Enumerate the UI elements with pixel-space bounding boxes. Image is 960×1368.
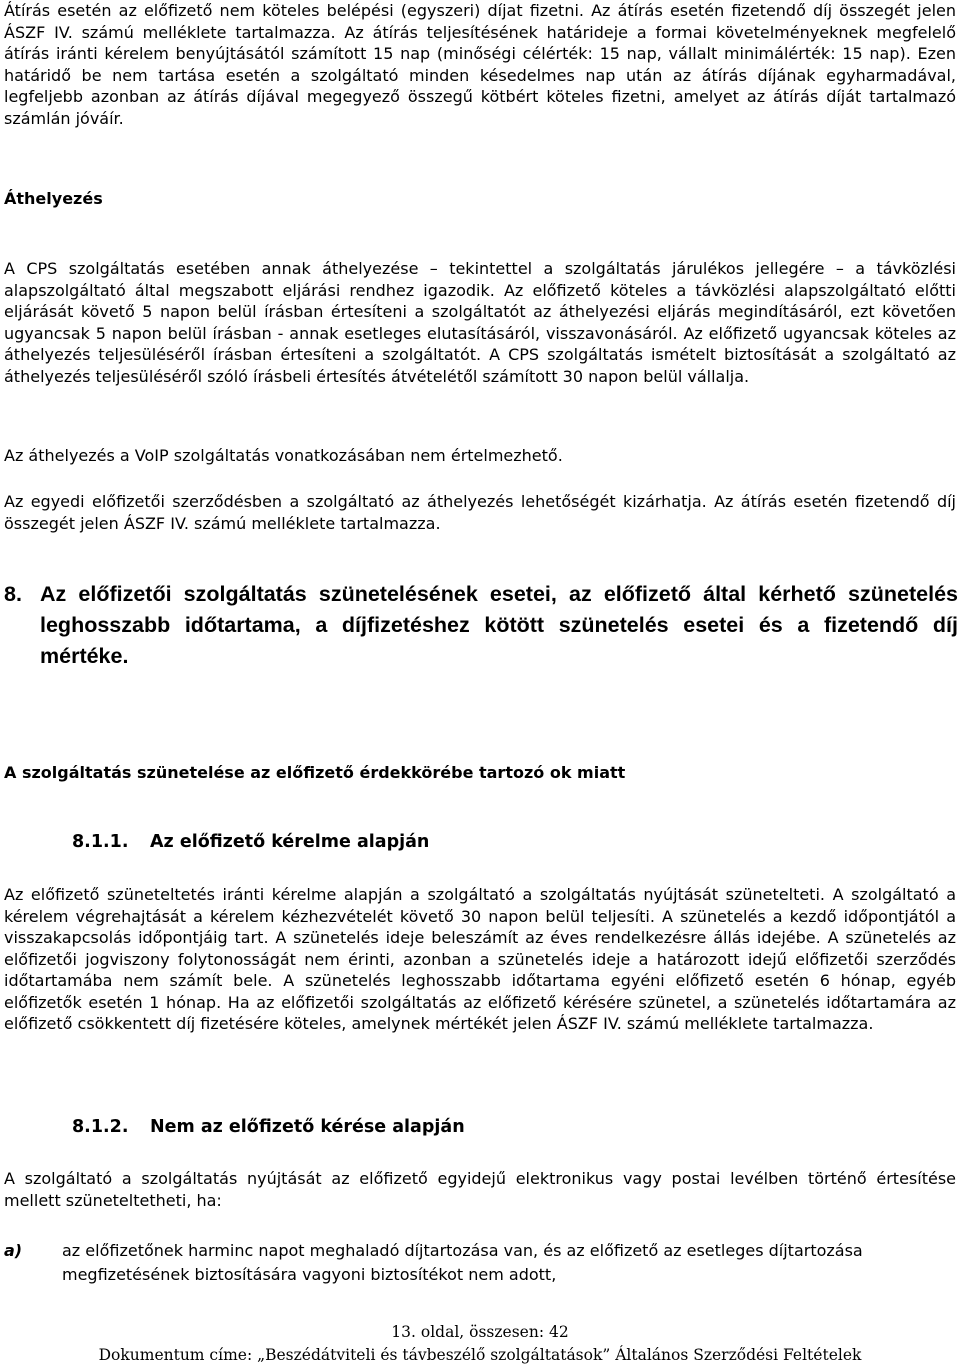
section-8-number: 8. — [4, 582, 22, 606]
heading-athelyezes: Áthelyezés — [4, 189, 103, 208]
section-8-1-1-heading — [72, 831, 429, 853]
subheading-erdekkor: A szolgáltatás szünetelése az előfizető érdekkörébe tartozó ok miatt — [4, 763, 626, 782]
footer-page-number: 13. oldal, összesen: 42 — [391, 1323, 569, 1341]
paragraph-cps: A CPS szolgáltatás esetében annak áthelyezése – tekintettel a szolgáltatás járulékos jellegére – a távközlési alapszolgáltató által megszabott eljárási rendhez igazodik. Az előfizető köteles a távközlési alapszolgáltató előtti eljárását követő 5 napon belül írásban értesíteni a szolgáltatót az áthelyezési eljárás megindításáról, ezt követően ugyancsak 5 napon belül írásban - annak esetleges elutasításáról, visszavonásáról. Az előfizető ugyancsak köteles az áthelyezés teljesüléséről írásban értesíteni a szolgáltatót. A CPS szolgáltatás ismételt biztosítását a szolgáltató az áthelyezés teljesüléséről szóló írásbeli értesítés átvételétől számított 30 napon belül vállalja. — [4, 259, 956, 386]
paragraph-voip: Az áthelyezés a VoIP szolgáltatás vonatkozásában nem értelmezhető. — [4, 446, 563, 465]
section-8-title: Az előfizetői szolgáltatás szünetelésének esetei, az előfizető által kérhető szünetelés leghosszabb időtartama, a díjfizetéshez kötött szünetelés esetei és a fizetendő díj mértéke. — [40, 582, 958, 668]
paragraph-8-1-1: Az előfizető szüneteltetés iránti kérelme alapján a szolgáltató a szolgáltatás nyújtását szünetelteti. A szolgáltató a kérelem végrehajtását a kérelem kézhezvételét követő 30 napon belül teljesíti. A szünetelés a kezdő időpontjától a visszakapcsolás időpontjáig tart. A szünetelés ideje beleszámít az éves rendelkezésre állás idejébe. A szünetelés az előfizetői jogviszony folytonosságát nem érinti, azonban a szünetelés ideje a határozott idejű előfizetői szerződés időtartamába nem számít bele. A szünetelés leghosszabb időtartama egyéni előfizető esetén 6 hónap, egyéb előfizetők esetén 1 hónap. Ha az előfizetői szolgáltatás az előfizető kérésére szünetel, a szünetelés időtartamára az előfizető csökkentett díj fizetésére köteles, amelynek mértékét jelen ÁSZF IV. számú melléklete tartalmazza. — [4, 885, 956, 1033]
section-8-heading — [4, 579, 958, 672]
paragraph-atiras: Átírás esetén az előfizető nem köteles belépési (egyszeri) díjat fizetni. Az átírás esetén fizetendő díj összegét jelen ÁSZF IV. számú melléklete tartalmazza. Az átírás teljesítésének határideje a formai követelményeknek megfelelő átírás iránti kérelem benyújtásától számított 15 nap (minőségi célérték: 15 nap, vállalt minimálérték: 15 nap). Ezen határidő be nem tartása esetén a szolgáltató minden késedelmes nap után az átírás díjának egyharmadával, legfeljebb azonban az átírás díjával megegyező összegű kötbért köteles fizetni, amelyet az átírás díját tartalmazó számlán jóváír. — [4, 1, 956, 128]
section-8-1-1-number: 8.1.1. — [72, 832, 129, 852]
list-item — [4, 1239, 956, 1287]
list-item-text: az előfizetőnek harminc napot meghaladó díjtartozása van, és az előfizető az esetleges díjtartozása megfizetésének biztosítására vagyoni biztosítékot nem adott, — [62, 1241, 863, 1284]
section-8-1-1-title: Az előfizető kérelme alapján — [150, 832, 430, 852]
paragraph-8-1-2: A szolgáltató a szolgáltatás nyújtását az előfizető egyidejű elektronikus vagy postai levélben történő értesítése mellett szüneteltetheti, ha: — [4, 1169, 956, 1210]
paragraph-egyedi: Az egyedi előfizetői szerződésben a szolgáltató az áthelyezés lehetőségét kizárhatja. Az átírás esetén fizetendő díj összegét jelen ÁSZF IV. számú melléklete tartalmazza. — [4, 492, 956, 533]
section-8-1-2-number: 8.1.2. — [72, 1117, 129, 1137]
footer-document-title: Dokumentum címe: „Beszédátviteli és távbeszélő szolgáltatások” Általános Szerződési Feltételek — [98, 1346, 862, 1364]
section-8-1-2-heading — [72, 1116, 465, 1138]
section-8-1-2-title: Nem az előfizető kérése alapján — [150, 1117, 465, 1137]
list-item-label: a) — [4, 1241, 23, 1260]
